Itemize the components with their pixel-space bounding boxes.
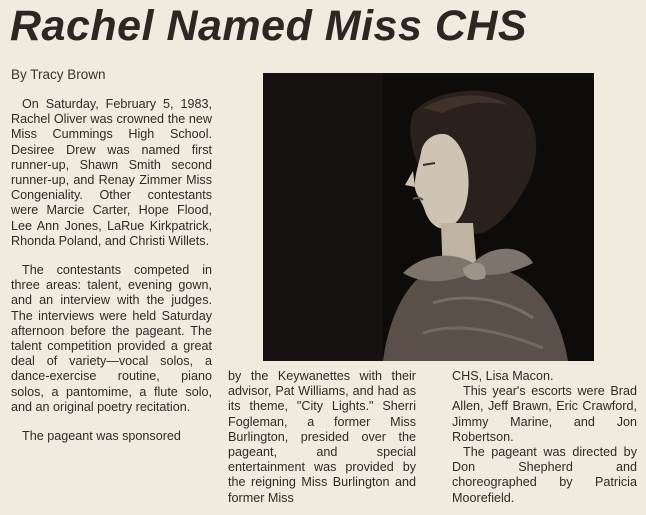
column-1 — [11, 97, 212, 444]
paragraph: This year's escorts were Brad Allen, Jeff Brawn, Eric Crawford, Jimmy Marine, and Jon Robertson. — [452, 384, 637, 444]
headline: Rachel Named Miss CHS — [10, 2, 528, 50]
paragraph: The contestants competed in three areas: talent, evening gown, and an interview with the judges. The interviews were held Saturday afternoon before the pageant. The talent competition provided a great deal of variety—vocal solos, a dance-exercise routine, piano solos, a pantomime, a flute solo, and an original poetry recitation. — [11, 263, 212, 414]
paragraph: by the Keywanettes with their advisor, Pat Williams, and had as its theme, "City Lights." Sherri Fogleman, a former Miss Burlington, presided over the pageant, and special entertainment was provided by the reigning Miss Burlington and former Miss — [228, 369, 416, 505]
column-2 — [228, 369, 416, 506]
paragraph: On Saturday, February 5, 1983, Rachel Oliver was crowned the new Miss Cummings High School. Desiree Drew was named first runner-up, Shawn Smith second runner-up, and Renay Zimmer Miss Congeniality. Other contestants were Marcie Carter, Hope Flood, Lee Ann Jones, LaRue Kirkpatrick, Rhonda Poland, and Christi Willets. — [11, 97, 212, 248]
byline: By Tracy Brown — [11, 67, 106, 82]
photo-pageant-winner — [263, 73, 594, 361]
paragraph: The pageant was directed by Don Shepherd and choreographed by Patricia Moorefield. — [452, 445, 637, 505]
paragraph: CHS, Lisa Macon. — [452, 369, 554, 383]
paragraph: The pageant was sponsored — [22, 429, 181, 444]
column-3 — [452, 369, 637, 506]
